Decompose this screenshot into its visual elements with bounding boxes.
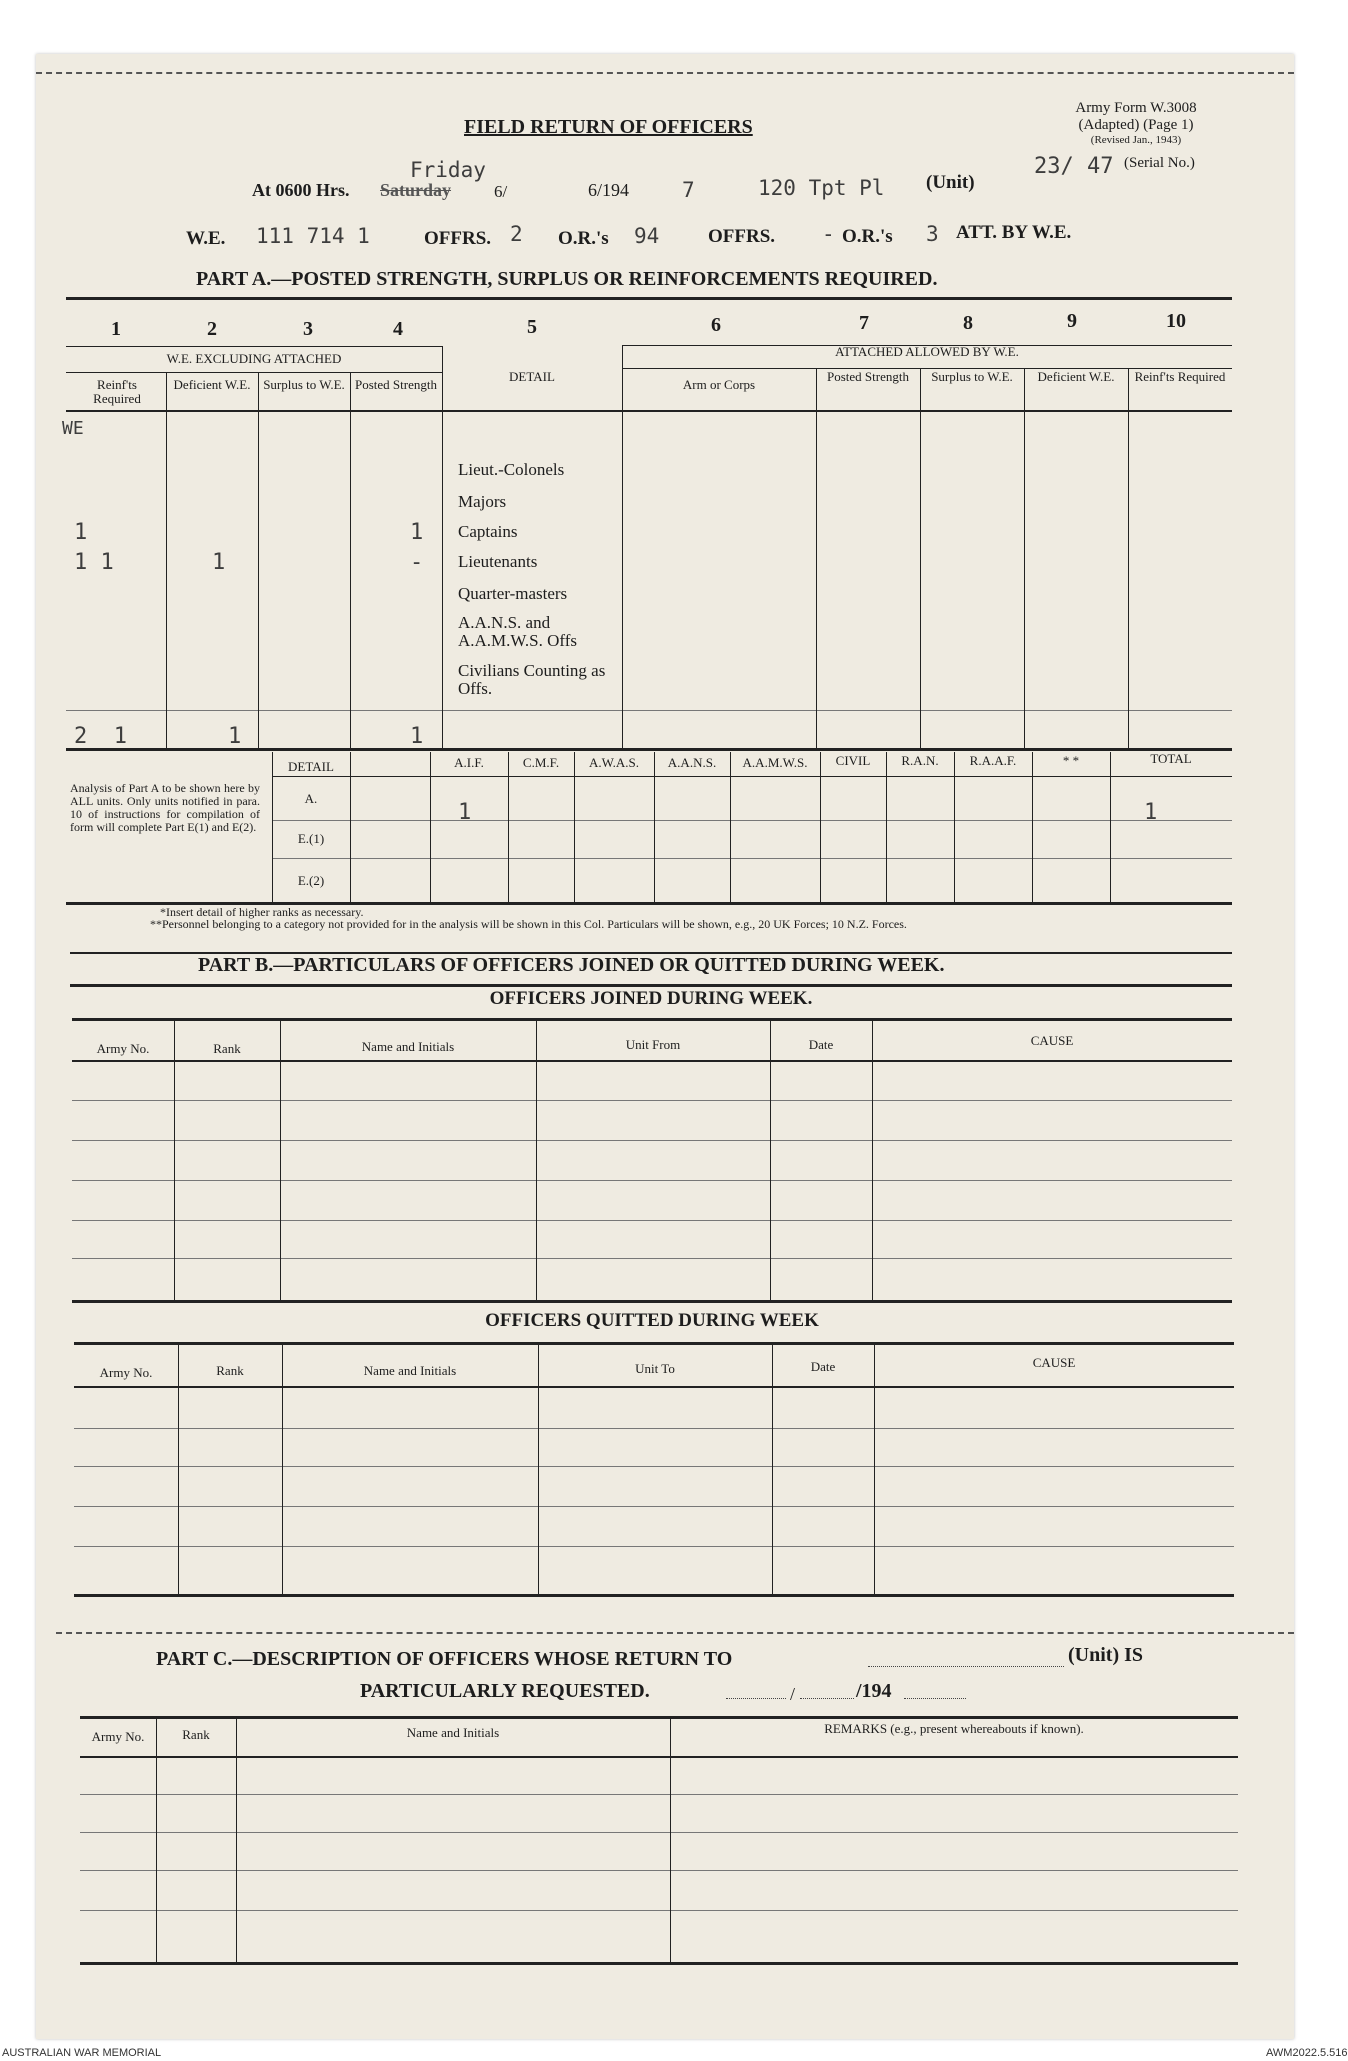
col-line <box>1128 368 1129 748</box>
date-day: 6/ <box>494 182 508 201</box>
part-c-day-blank <box>726 1698 786 1699</box>
date-month: 6/194 <box>588 180 630 200</box>
rule <box>72 1220 1232 1221</box>
we-value: 111 714 1 <box>256 224 370 248</box>
part-c-head-army-no: Army No. <box>91 1729 145 1744</box>
analysis-total-value: 1 <box>1144 800 1158 825</box>
analysis-head-civil: CIVIL <box>835 753 871 768</box>
head-deficient-we: Deficient W.E. <box>173 377 251 392</box>
ors-label: O.R.'s <box>558 228 609 249</box>
col-line <box>178 1344 179 1594</box>
rule <box>74 1594 1234 1597</box>
part-c-year: /194 <box>856 1680 892 1702</box>
part-b-title: PART B.—PARTICULARS OF OFFICERS JOINED OR QUITTED DURING WEEK. <box>198 954 945 976</box>
col-line <box>820 752 821 902</box>
col-line <box>886 752 887 902</box>
analysis-aif-value: 1 <box>458 800 472 825</box>
quitted-head-rank: Rank <box>216 1363 244 1378</box>
col-line <box>920 368 921 748</box>
analysis-head-total: TOTAL <box>1150 751 1192 766</box>
col-line <box>670 1718 671 1962</box>
typed-we: WE <box>62 418 84 439</box>
analysis-row-a: A. <box>304 791 318 806</box>
col-line <box>654 752 655 902</box>
head-reinf-required: Reinf'ts Required <box>93 377 141 406</box>
rule <box>74 1466 1234 1467</box>
analysis-row-e1: E.(1) <box>297 831 325 846</box>
rule <box>72 1100 1232 1101</box>
joined-head-army-no: Army No. <box>96 1041 150 1056</box>
part-a-title: PART A.—POSTED STRENGTH, SURPLUS OR REINFORCEMENTS REQUIRED. <box>196 268 938 290</box>
col-line <box>770 1020 771 1300</box>
rank-captains: Captains <box>458 522 518 541</box>
col-line <box>536 1020 537 1300</box>
typed-total-posted: 1 <box>410 724 424 749</box>
rule <box>66 410 1232 412</box>
rule <box>66 346 442 347</box>
perforation-top <box>36 72 1294 74</box>
serial-number-value: 23/ 47 <box>1034 154 1114 179</box>
form-revised: (Revised Jan., 1943) <box>1090 134 1182 146</box>
column-number: 8 <box>963 312 973 334</box>
form-number: Army Form W.3008 <box>1075 100 1197 116</box>
column-number: 9 <box>1067 310 1077 332</box>
rule <box>72 1300 1232 1303</box>
analysis-head-raaf: R.A.A.F. <box>969 753 1017 768</box>
typed-total-reinf: 2 1 <box>74 724 127 749</box>
rule <box>74 1506 1234 1507</box>
typed-total-deficient: 1 <box>228 724 242 749</box>
serial-number-label: (Serial No.) <box>1124 155 1195 171</box>
ors2-value: 3 <box>926 222 939 246</box>
analysis-head-other: * * <box>1062 753 1080 768</box>
rank-civilians: Civilians Counting as Offs. <box>458 661 606 698</box>
part-c-year-blank <box>904 1698 966 1699</box>
col-line <box>1032 752 1033 902</box>
day-typed: Friday <box>410 158 486 182</box>
rule <box>72 1180 1232 1181</box>
head-arm-corps: Arm or Corps <box>682 377 756 392</box>
col-line <box>350 372 351 748</box>
quitted-head-cause: CAUSE <box>1032 1355 1076 1370</box>
quitted-head-unit-to: Unit To <box>635 1361 675 1376</box>
column-number: 5 <box>527 316 537 338</box>
rule <box>80 1756 1238 1758</box>
offrs2-label: OFFRS. <box>708 226 776 247</box>
analysis-head-detail: DETAIL <box>288 759 334 774</box>
typed-lieutenants-deficient: 1 <box>212 550 226 575</box>
unit-value: 120 Tpt Pl <box>758 176 885 200</box>
col-line <box>236 1718 237 1962</box>
column-number: 3 <box>303 318 313 340</box>
ors2-label: O.R.'s <box>842 226 893 247</box>
rule <box>80 1910 1238 1911</box>
ors-value: 94 <box>634 224 660 248</box>
rule <box>80 1794 1238 1795</box>
perforation-middle <box>56 1632 1294 1634</box>
typed-captains-reinf: 1 <box>74 520 88 545</box>
rule <box>72 1140 1232 1141</box>
detail-header: DETAIL <box>509 369 555 384</box>
head-att-reinf-required: Reinf'ts Required <box>1134 369 1226 384</box>
column-number: 7 <box>859 312 869 334</box>
col-line <box>282 1344 283 1594</box>
col-line <box>280 1020 281 1300</box>
rule <box>66 372 442 373</box>
joined-head-cause: CAUSE <box>1030 1033 1074 1048</box>
col-line <box>508 752 509 902</box>
rank-aans-aamws: A.A.N.S. and A.A.M.W.S. Offs <box>458 613 578 650</box>
col-line <box>174 1020 175 1300</box>
part-c-head-remarks: REMARKS (e.g., present whereabouts if known). <box>824 1721 1084 1736</box>
form-number-block <box>1046 100 1226 146</box>
joined-head-name: Name and Initials <box>361 1039 455 1054</box>
rule <box>272 776 1232 777</box>
col-line <box>730 752 731 902</box>
col-line <box>166 372 167 748</box>
analysis-head-aif: A.I.F. <box>454 755 484 770</box>
col-line <box>1110 752 1111 902</box>
rule <box>80 1870 1238 1871</box>
joined-title: OFFICERS JOINED DURING WEEK. <box>489 988 813 1009</box>
col-line <box>574 752 575 902</box>
col-line <box>622 345 623 748</box>
column-number: 10 <box>1166 310 1186 332</box>
form-adapted: (Adapted) (Page 1) <box>1078 117 1194 133</box>
date-year: 7 <box>682 178 695 202</box>
column-number: 1 <box>111 318 121 340</box>
analysis-head-awas: A.W.A.S. <box>588 755 640 770</box>
analysis-head-ran: R.A.N. <box>901 753 939 768</box>
head-att-surplus-we: Surplus to W.E. <box>931 369 1013 384</box>
col-line <box>954 752 955 902</box>
rule <box>72 1018 1232 1021</box>
head-posted-strength: Posted Strength <box>355 377 437 392</box>
we-label: W.E. <box>186 228 226 249</box>
rule <box>80 1962 1238 1965</box>
rank-majors: Majors <box>458 492 507 511</box>
form-title: FIELD RETURN OF OFFICERS <box>464 116 753 138</box>
rule <box>74 1342 1234 1345</box>
typed-lieutenants-reinf: 1 1 <box>74 550 114 575</box>
head-att-posted-strength: Posted Strength <box>827 369 909 384</box>
rule <box>72 1060 1232 1062</box>
part-a-rule <box>66 297 1232 300</box>
analysis-head-aamws: A.A.M.W.S. <box>742 755 808 770</box>
col-line <box>538 1344 539 1594</box>
column-number: 6 <box>711 314 721 336</box>
offrs-label: OFFRS. <box>424 228 492 249</box>
analysis-head-cmf: C.M.F. <box>522 755 560 770</box>
rule <box>66 710 1232 711</box>
quitted-title: OFFICERS QUITTED DURING WEEK <box>485 1310 819 1331</box>
col-line <box>442 346 443 748</box>
offrs-value: 2 <box>510 222 523 246</box>
analysis-note: Analysis of Part A to be shown here by ALL units. Only units notified in para. 10 of instructions for compilation of form will complete Part E(1) and E(2). <box>70 781 260 834</box>
footer-left: AUSTRALIAN WAR MEMORIAL <box>2 2047 162 2059</box>
col-line <box>430 752 431 902</box>
analysis-head-aans: A.A.N.S. <box>667 755 717 770</box>
column-number: 4 <box>393 318 403 340</box>
rank-lieutenants: Lieutenants <box>458 552 538 571</box>
col-line <box>1024 368 1025 748</box>
part-c-unit-is: (Unit) IS <box>1068 1644 1144 1666</box>
part-c-unit-blank <box>868 1666 1064 1667</box>
rule <box>80 1716 1238 1719</box>
head-att-deficient-we: Deficient W.E. <box>1037 369 1115 384</box>
footer-right: AWM2022.5.516 <box>1266 2047 1348 2059</box>
day-struck: Saturday <box>380 180 452 200</box>
rule <box>272 858 1232 859</box>
typed-captains-posted: 1 <box>410 520 424 545</box>
column-number: 2 <box>207 318 217 340</box>
rule <box>72 1258 1232 1259</box>
col-line <box>258 372 259 748</box>
joined-head-date: Date <box>808 1037 834 1052</box>
col-line <box>156 1718 157 1962</box>
col-line <box>874 1344 875 1594</box>
footnote-2: **Personnel belonging to a category not provided for in the analysis will be shown in this Col. Particulars will be shown, e.g., 20 UK Forces; 10 N.Z. Forces. <box>150 917 907 931</box>
rule <box>74 1386 1234 1388</box>
at-hours-label: At 0600 Hrs. <box>252 180 350 200</box>
part-c-month-blank <box>800 1698 854 1699</box>
part-c-title-b: PARTICULARLY REQUESTED. <box>360 1680 650 1702</box>
part-c-title-a: PART C.—DESCRIPTION OF OFFICERS WHOSE RETURN TO <box>156 1648 733 1670</box>
quitted-head-army-no: Army No. <box>99 1365 153 1380</box>
joined-head-rank: Rank <box>213 1041 241 1056</box>
typed-lieutenants-posted: - <box>410 550 424 575</box>
col-line <box>816 368 817 748</box>
analysis-row-e2: E.(2) <box>297 873 325 888</box>
rule <box>70 984 1232 987</box>
part-c-slash: / <box>790 1684 796 1704</box>
head-surplus-we: Surplus to W.E. <box>263 377 345 392</box>
joined-head-unit-from: Unit From <box>625 1037 681 1052</box>
group-left-header: W.E. EXCLUDING ATTACHED <box>166 351 342 366</box>
col-line <box>872 1020 873 1300</box>
group-right-header: ATTACHED ALLOWED BY W.E. <box>835 344 1019 359</box>
offrs2-value: - <box>822 222 835 246</box>
rank-lt-colonels: Lieut.-Colonels <box>458 460 565 479</box>
part-c-head-name: Name and Initials <box>406 1725 500 1740</box>
unit-label: (Unit) <box>926 172 975 193</box>
quitted-head-name: Name and Initials <box>363 1363 457 1378</box>
rule <box>80 1832 1238 1833</box>
rule <box>272 820 1232 821</box>
part-c-head-rank: Rank <box>182 1727 210 1742</box>
quitted-head-date: Date <box>810 1359 836 1374</box>
rule <box>74 1546 1234 1547</box>
att-label: ATT. BY W.E. <box>956 222 1072 243</box>
col-line <box>350 752 351 902</box>
rule <box>74 1428 1234 1429</box>
rank-quartermasters: Quarter-masters <box>458 584 568 603</box>
footnote-1: *Insert detail of higher ranks as necessary. <box>160 905 364 919</box>
col-line <box>772 1344 773 1594</box>
